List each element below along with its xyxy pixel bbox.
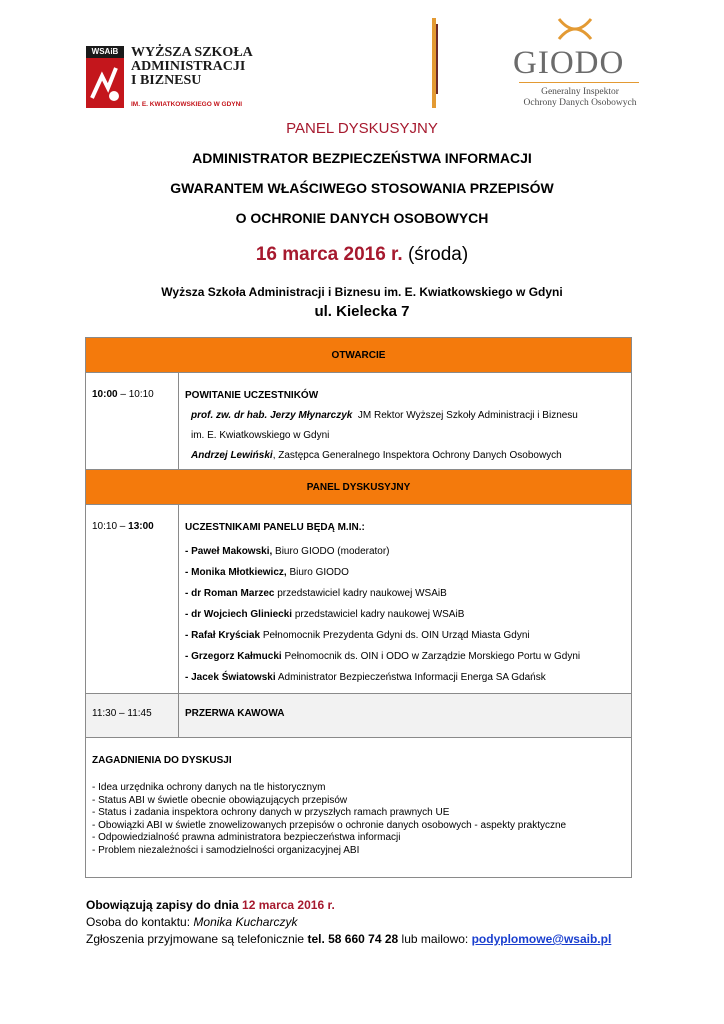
giodo-logo [505,15,645,115]
title-line-3: O OCHRONIE DANYCH OSOBOWYCH [235,210,489,226]
participants-list [185,545,625,685]
event-date [0,244,724,266]
participant-name: - Rafał Kryściak [185,630,261,641]
deputy-name: Andrzej Lewiński [191,450,273,461]
welcome-heading: POWITANIE UCZESTNIKÓW [185,390,319,401]
opening-bar: OTWARCIE [86,338,632,373]
panel-time [86,505,179,694]
topic-item: - Idea urzędnika ochrony danych na tle historycznym [92,782,326,793]
footer-info [86,897,611,948]
panel-heading: PANEL DYSKUSYJNY [286,120,438,137]
participant-role: Pełnomocnik ds. OIN i ODO w Zarządzie Morskiego Portu w Gdyni [281,651,581,662]
welcome-time-sep: – [117,389,129,400]
giodo-emblem-icon [555,15,595,43]
email-label: lub mailowo: [401,932,469,946]
welcome-details [179,373,632,470]
topics-section [86,738,632,878]
topic-item: - Status i zadania inspektora ochrony danych w przyszłych ramach prawnych UE [92,807,450,818]
topic-item: - Obowiązki ABI w świetle znowelizowanych przepisów o ochronie danych osobowych - aspekty praktyczne [92,819,567,831]
rector-name: prof. zw. dr hab. Jerzy Młynarczyk [191,410,353,421]
schedule-table [85,337,632,878]
email-link[interactable]: podyplomowe@wsaib.pl [471,932,612,946]
registration-line [86,897,611,914]
registration-label: Obowiązują zapisy do dnia [86,898,239,912]
participant-role: przedstawiciel kadry naukowej WSAiB [274,588,447,599]
wsaib-figure-icon [86,58,124,108]
wsaib-badge-label: WSAiB [86,46,124,58]
participant-item [185,629,625,643]
event-date-main: 16 marca 2016 r. [255,244,403,265]
panel-bar: PANEL DYSKUSYJNY [86,470,632,505]
rector-role-cont: im. E. Kwiatkowskiego w Gdyni [191,430,330,441]
panel-time-start: 10:10 [92,521,118,532]
participant-item [185,671,625,685]
wsaib-emblem-icon [86,46,124,108]
giodo-rule [519,82,639,83]
participant-item [185,650,625,664]
giodo-sub-line-2: Ochrony Danych Osobowych [523,98,637,108]
participant-item [185,566,625,580]
participant-item [185,608,625,622]
panel-time-sep: – [117,521,129,532]
break-time: 11:30 – 11:45 [86,694,179,738]
welcome-time [86,373,179,470]
giodo-subtitle [515,87,645,109]
title-line-1: ADMINISTRATOR BEZPIECZEŃSTWA INFORMACJI [192,150,532,166]
participant-role: Biuro GIODO (moderator) [272,546,390,557]
applications-line [86,931,611,948]
topic-item: - Odpowiedzialność prawna administratora bezpieczeństwa informacji [92,832,401,843]
panel-time-end: 13:00 [128,521,154,532]
topic-item: - Problem niezależności i samodzielności organizacyjnej ABI [92,844,360,856]
topics-list [92,782,625,857]
event-weekday: (środa) [407,244,469,265]
participant-role: Biuro GIODO [286,567,349,578]
welcome-time-start: 10:00 [92,389,118,400]
topics-heading: ZAGADNIENIA DO DYSKUSJI [92,755,232,766]
contact-label: Osoba do kontaktu: [86,915,191,929]
participant-name: - Grzegorz Kałmucki [185,651,282,662]
wsaib-name-line-1: WYŻSZA SZKOŁA [131,45,253,60]
deputy-role: , Zastępca Generalnego Inspektora Ochrony Danych Osobowych [272,450,562,461]
participant-name: - dr Roman Marzec [185,588,275,599]
participant-item [185,545,625,559]
wsaib-logo [86,38,256,118]
break-label: PRZERWA KAWOWA [179,694,632,738]
venue: Wyższa Szkoła Administracji i Biznesu im. E. Kwiatkowskiego w Gdyni [161,285,563,299]
participant-role: Administrator Bezpieczeństwa Informacji Energa SA Gdańsk [275,672,546,683]
participant-role: przedstawiciel kadry naukowej WSAiB [292,609,465,620]
wsaib-name [131,46,253,88]
participant-name: - Monika Młotkiewicz, [185,567,287,578]
wsaib-subline: IM. E. KWIATKOWSKIEGO W GDYNI [131,101,243,108]
rector-role: JM Rektor Wyższej Szkoły Administracji i Biznesu [357,410,578,421]
participant-role: Pełnomocnik Prezydenta Gdyni ds. OIN Urząd Miasta Gdyni [260,630,530,641]
street-address: ul. Kielecka 7 [314,303,410,320]
contact-name: Monika Kucharczyk [193,915,298,929]
decorative-divider-dark [436,24,438,94]
topic-item: - Status ABI w świetle obecnie obowiązujących przepisów [92,794,348,806]
giodo-name: GIODO [513,45,625,81]
contact-line [86,914,611,931]
title-line-2: GWARANTEM WŁAŚCIWEGO STOSOWANIA PRZEPISÓW [170,180,554,196]
rector-line [185,409,625,423]
welcome-time-end: 10:10 [128,389,154,400]
participant-name: - dr Wojciech Gliniecki [185,609,293,620]
giodo-sub-line-1: Generalny Inspektor [541,87,619,97]
phone-number: tel. 58 660 74 28 [307,932,399,946]
wsaib-name-line-2: ADMINISTRACJI [131,59,246,74]
registration-date: 12 marca 2016 r. [242,898,335,912]
wsaib-name-line-3: I BIZNESU [131,73,202,88]
participant-name: - Paweł Makowski, [185,546,273,557]
applications-label: Zgłoszenia przyjmowane są telefonicznie [86,932,305,946]
participant-item [185,587,625,601]
participant-name: - Jacek Światowski [185,672,276,683]
panel-participants-heading: UCZESTNIKAMI PANELU BĘDĄ M.IN.: [185,522,365,533]
deputy-line [185,449,625,463]
panel-details [179,505,632,694]
